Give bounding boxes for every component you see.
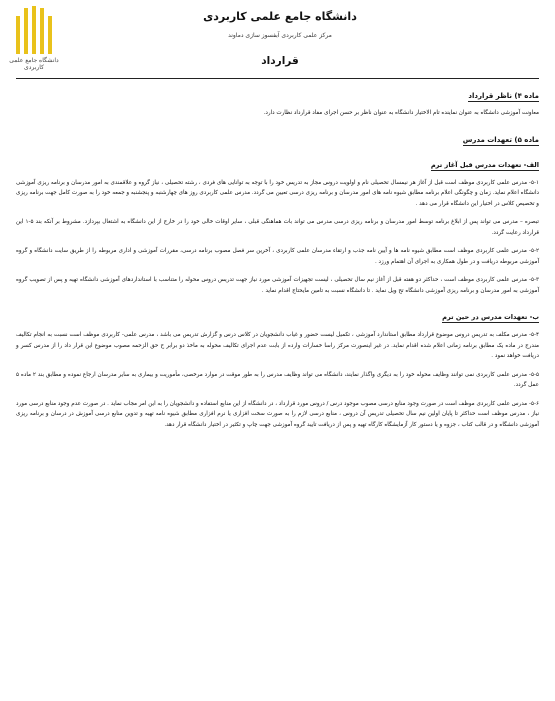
document-title: قرارداد — [261, 55, 299, 67]
section-article-5 — [16, 127, 539, 431]
clause-5-2: ۵-۲- مدرس علمی کاربردی موظف است مطابق شیوه نامه ها و آیین نامه جذب و ارتقاء مدرسان علمی کاربردی ، آخرین سر فصل مصوب برنامه درسی، مقررات آموزشی و اداری مربوطه را از طریق سایت دانشگاه و گروه آموزشی مربوطه دریافت و در طول همکاری به اجرای آن اهتمام ورزد . — [16, 248, 539, 265]
university-title: دانشگاه جامع علمی کاربردی — [203, 10, 357, 23]
section-title: ماده ۴) ناظر قرارداد — [468, 92, 539, 100]
clause-5-5: ۵-۵- مدرس علمی کاربردی نمی توانند وظایف محوله خود را به دیگری واگذار نمایند، دانشگاه می تواند وظایف مدرس را به طور موقت در موارد مرخصی، مأموریت و بیماری به سایر مدرسان ارجاع نموده و مطابق بند ۲ ماده ۵ عمل گردد. — [16, 371, 539, 388]
subsection-before-term — [16, 152, 539, 297]
clause-5-3: ۵-۳- مدرس علمی کاربردی موظف است ، حداکثر دو هفته قبل از آغاز نیم سال تحصیلی ، لیست تجهیزات آموزشی مورد نیاز جهت تدریس دروس محوله را متناسب با استانداردهای آموزشی دانشگاه تهیه و پس از تصویب گروه آموزشی به امور مدرسان و برنامه ریزی آموزشی دانشگاه تح ویل نماید . تا دانشگاه نسبت به تامین مایحتاج اقدام نماید . — [16, 277, 539, 294]
university-logo — [8, 6, 60, 78]
clause-note: تبصره – مدرس می تواند پس از ابلاغ برنامه توسط امور مدرسان و برنامه ریزی درسی مدرس می تواند بات هماهنگی قبلی ، سایر اوقات خالی خود را در خارج از این دانشگاه به اشتغال بپردازد. مشروط بر آنکه بند ۵-۱ این قرارداد رعایت گردد. — [16, 219, 539, 236]
clause-5-4: ۵-۴- مدرس مکلف به تدریس دروس موضوع قرارداد مطابق استاندارد آموزشی ، تکمیل لیست حضور و غیاب دانشجویان در کلاس درس و گزارش تدریس می باشد ، مدرس علمی- کاربردی موظف است نسبت به انجام تکالیف مندرج در ماده یک مطابق برنامه زمانی اعلام شده اقدام نماید. در غیر اینصورت مرکز راسا خسارات وارده از بابت عدم اجرای تکالیف محوله به ماخذ دو برابر ح حق الزحمه مصوب موضوع این قرار داد را از مدرس کسر و دریافت خواهد نمود . — [16, 332, 539, 359]
section-article-4 — [16, 83, 539, 119]
document-body — [16, 78, 539, 434]
section-title: ماده ۵) تعهدات مدرس — [462, 135, 539, 144]
clause-5-6: ۵-۶- مدرس علمی کاربردی موظف است در صورت وجود منابع درسی مصوب موجود درس / دروس مورد قرارداد ، در دانشگاه از این منابع استفاده و دانشجویان را به این امر مجاب نماید . در صورت عدم وجود منابع درسی مورد نیاز ، مدرس موظف است حداکثر تا پایان اولین نیم سال تحصیلی تدریس آن دروس ، منابع درسی لازم را به صورت سخت افزاری یا نرم افزاری مطابق شیوه نامه تهیه و تدوین منابع درسی آموزش در درسان و برنامه ریزی آموزشی دانشگاه و در قالب کتاب ، جزوه و یا دستور کار آزمایشگاه کارگاه تهیه و پس از دریافت تایید گروه آموزشی جهت چاپ و تکثیر در اختیار دانشگاه قرار دهد. — [16, 400, 539, 428]
subsection-title: الف- تعهدات مدرس قبل آغاز ترم — [430, 160, 539, 169]
subsection-during-term — [16, 304, 539, 430]
subsection-title: ب- تعهدات مدرس در حین ترم — [442, 313, 539, 321]
logo-emblem-icon — [8, 6, 60, 54]
header-divider — [16, 78, 539, 79]
paragraph: معاونت آموزشی دانشگاه به عنوان نماینده تام الاختیار دانشگاه به عنوان ناظر بر حسن اجرای مفاد قرارداد نظارت دارد. — [263, 110, 539, 116]
center-name: مرکز علمی کاربردی آبفسوز سازی دماوند — [228, 32, 332, 39]
logo-text: دانشگاه جامع علمی کاربردی — [9, 57, 59, 71]
clause-5-1: ۵-۱- مدرس علمی کاربردی موظف است قبل از آغاز هر نیمسال تحصیلی نام و اولویت دروس مجاز به تدریس خود را با توجه به توانایی های فردی ، رشته تحصیلی ، نیاز گروه و علاقمندی به امور مدرسان و برنامه ریزی آموزشی دانشگاه اعلام نماید. زمان و چگونگی اعلام برنامه مطابق شیوه نامه های امور مدرسان و برنامه ریزی درسی تعیین می گردد. مدرس علمی کاربردی روز های چهارشنبه و پنجشنبه و جمعه خود را به صورت کامل جهت برنامه ریزی و تخصیص کلاس در اختیار این دانشگاه قرار می دهد . — [16, 179, 539, 207]
